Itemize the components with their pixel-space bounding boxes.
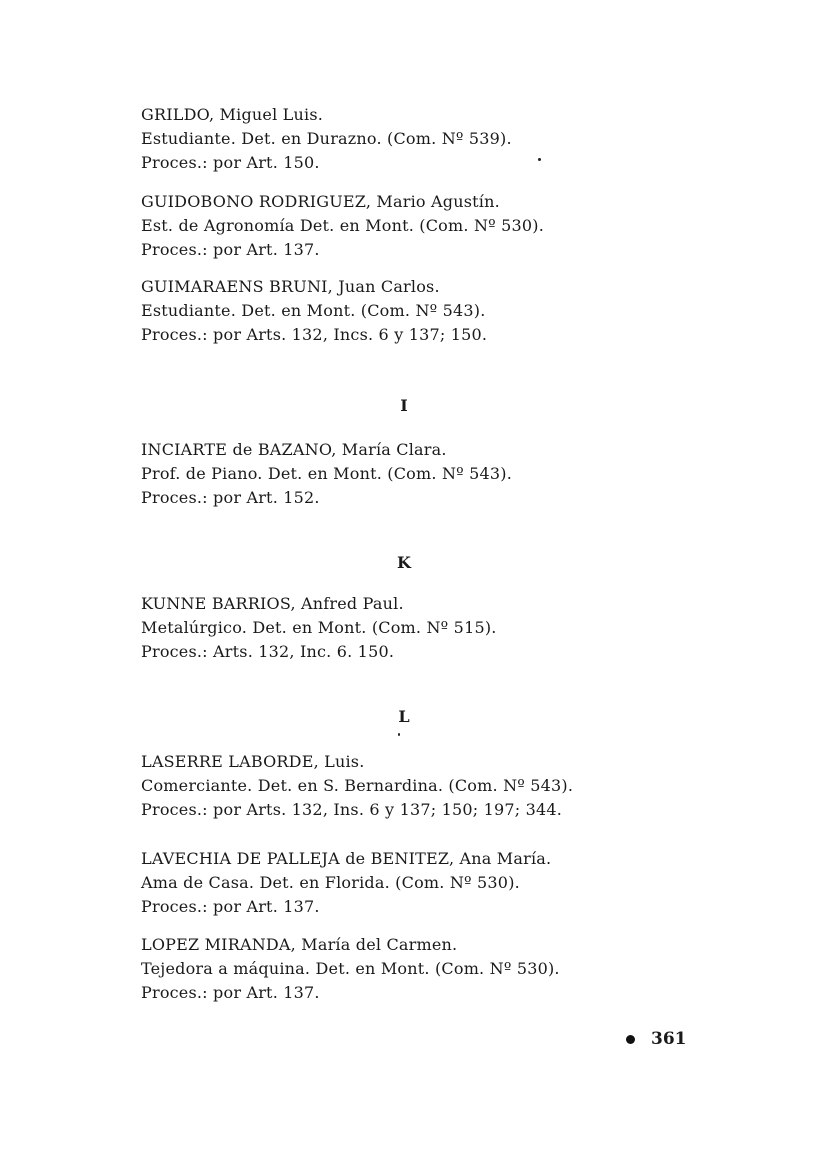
entry-name: GUIMARAENS BRUNI, Juan Carlos. xyxy=(141,277,440,296)
page-number: 361 xyxy=(651,1029,687,1049)
entry-lavechia xyxy=(141,847,761,919)
entry-guimaraens xyxy=(141,275,761,347)
entry-detail: Metalúrgico. Det. en Mont. (Com. Nº 515). xyxy=(141,618,497,637)
entry-process: Proces.: por Art. 150. xyxy=(141,153,320,172)
entry-process: Proces.: por Art. 137. xyxy=(141,983,320,1002)
entry-name: LASERRE LABORDE, Luis. xyxy=(141,752,365,771)
print-speck xyxy=(398,733,400,736)
entry-name: GRILDO, Miguel Luis. xyxy=(141,105,324,124)
page-footer xyxy=(626,1026,687,1052)
entry-process: Proces.: por Art. 152. xyxy=(141,488,320,507)
entry-name: LAVECHIA DE PALLEJA de BENITEZ, Ana María. xyxy=(141,849,552,868)
entry-detail: Comerciante. Det. en S. Bernardina. (Com. Nº 543). xyxy=(141,776,574,795)
entry-guidobono xyxy=(141,190,761,262)
print-speck xyxy=(538,158,541,161)
bullet-icon xyxy=(626,1035,635,1044)
entry-detail: Prof. de Piano. Det. en Mont. (Com. Nº 543). xyxy=(141,464,513,483)
entry-laserre xyxy=(141,750,761,822)
section-heading-k: K xyxy=(397,553,411,572)
entry-process: Proces.: por Arts. 132, Ins. 6 y 137; 150; 197; 344. xyxy=(141,800,563,819)
entry-process: Proces.: por Art. 137. xyxy=(141,240,320,259)
entry-name: LOPEZ MIRANDA, María del Carmen. xyxy=(141,935,458,954)
entry-detail: Estudiante. Det. en Mont. (Com. Nº 543). xyxy=(141,301,486,320)
entry-name: KUNNE BARRIOS, Anfred Paul. xyxy=(141,594,404,613)
entry-detail: Estudiante. Det. en Durazno. (Com. Nº 539). xyxy=(141,129,512,148)
entry-name: GUIDOBONO RODRIGUEZ, Mario Agustín. xyxy=(141,192,500,211)
section-heading-i: I xyxy=(400,396,408,415)
entry-detail: Tejedora a máquina. Det. en Mont. (Com. Nº 530). xyxy=(141,959,560,978)
entry-inciarte xyxy=(141,438,761,510)
entry-grildo xyxy=(141,103,761,175)
section-heading-l: L xyxy=(398,707,410,726)
entry-detail: Ama de Casa. Det. en Florida. (Com. Nº 530). xyxy=(141,873,520,892)
entry-kunne xyxy=(141,592,761,664)
entry-detail: Est. de Agronomía Det. en Mont. (Com. Nº 530). xyxy=(141,216,545,235)
entry-name: INCIARTE de BAZANO, María Clara. xyxy=(141,440,447,459)
entry-process: Proces.: por Art. 137. xyxy=(141,897,320,916)
entry-process: Proces.: Arts. 132, Inc. 6. 150. xyxy=(141,642,395,661)
entry-process: Proces.: por Arts. 132, Incs. 6 y 137; 150. xyxy=(141,325,488,344)
entry-lopez xyxy=(141,933,761,1005)
